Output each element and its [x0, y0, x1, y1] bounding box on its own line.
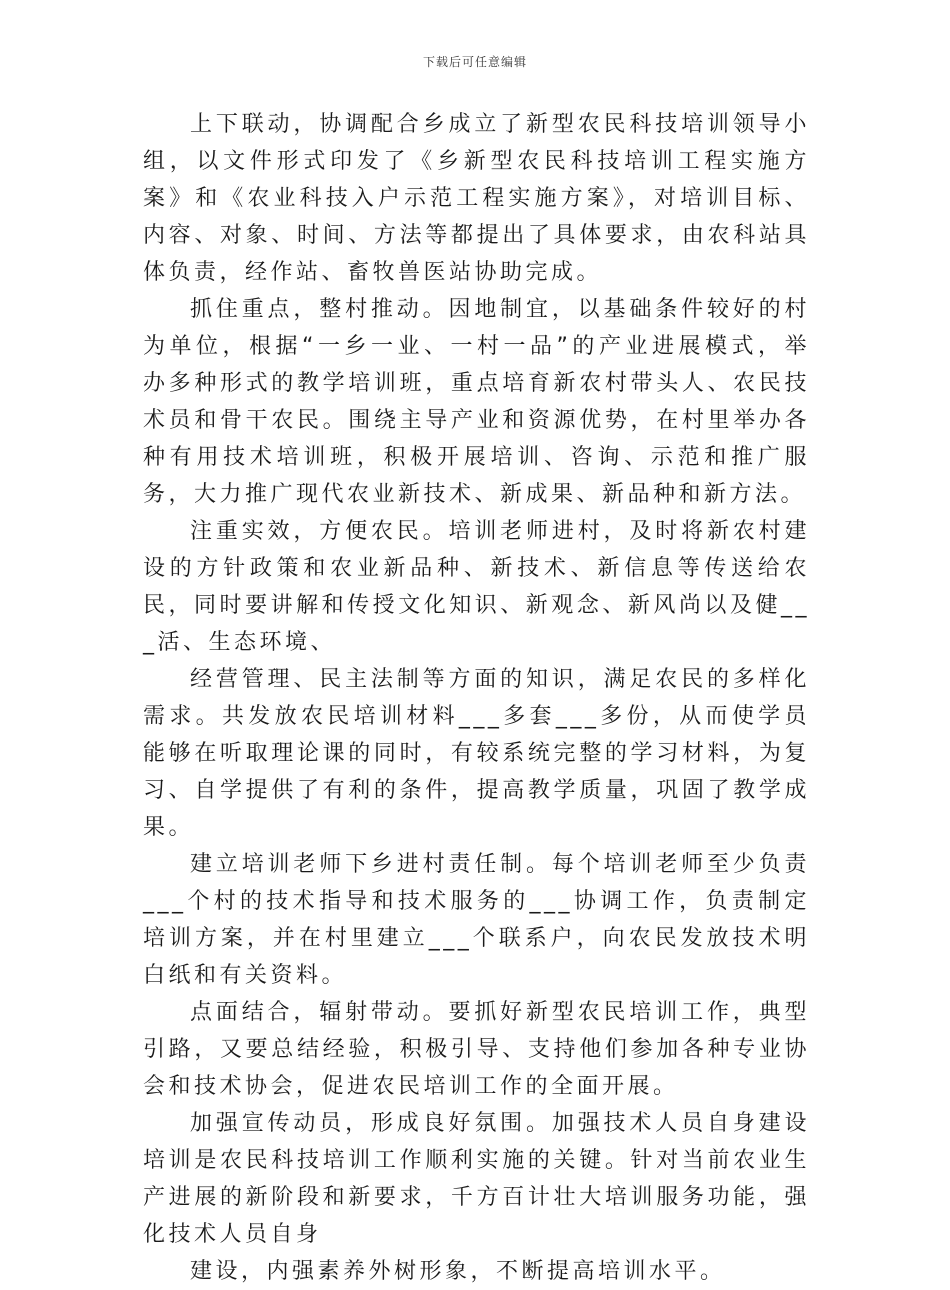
- document-body: [143, 106, 810, 1290]
- paragraph-3: 注重实效，方便农民。培训老师进村，及时将新农村建设的方针政策和农业新品种、新技术、新信息等传送给农民，同时要讲解和传授文化知识、新观念、新风尚以及健___活、生态环境、: [143, 519, 810, 655]
- paragraph-1: 上下联动，协调配合乡成立了新型农民科技培训领导小组，以文件形式印发了《乡新型农民科技培训工程实施方案》和《农业科技入户示范工程实施方案》，对培训目标、内容、对象、时间、方法等都提出了具体要求，由农科站具体负责，经作站、畜牧兽医站协助完成。: [143, 112, 810, 285]
- paragraph-6: 点面结合，辐射带动。要抓好新型农民培训工作，典型引路，又要总结经验，积极引导、支持他们参加各种专业协会和技术协会，促进农民培训工作的全面开展。: [143, 1000, 810, 1099]
- paragraph-2: 抓住重点，整村推动。因地制宜，以基础条件较好的村为单位，根据“一乡一业、一村一品”的产业进展模式，举办多种形式的教学培训班，重点培育新农村带头人、农民技术员和骨干农民。围绕主导产业和资源优势，在村里举办各种有用技术培训班，积极开展培训、咨询、示范和推广服务，大力推广现代农业新技术、新成果、新品种和新方法。: [143, 297, 810, 507]
- page-header: 下载后可任意编辑: [422, 55, 527, 69]
- paragraph-7: 加强宣传动员，形成良好氛围。加强技术人员自身建设培训是农民科技培训工作顺利实施的关键。针对当前农业生产进展的新阶段和新要求，千方百计壮大培训服务功能，强化技术人员自身: [143, 1111, 810, 1247]
- paragraph-8: 建设，内强素养外树形象，不断提高培训水平。: [190, 1259, 726, 1284]
- paragraph-4: 经营管理、民主法制等方面的知识，满足农民的多样化需求。共发放农民培训材料___多套___多份，从而使学员能够在听取理论课的同时，有较系统完整的学习材料，为复习、自学提供了有利的条件，提高教学质量，巩固了教学成果。: [143, 667, 810, 840]
- paragraph-5: 建立培训老师下乡进村责任制。每个培训老师至少负责___个村的技术指导和技术服务的___协调工作，负责制定培训方案，并在村里建立___个联系户，向农民发放技术明白纸和有关资料。: [143, 852, 810, 988]
